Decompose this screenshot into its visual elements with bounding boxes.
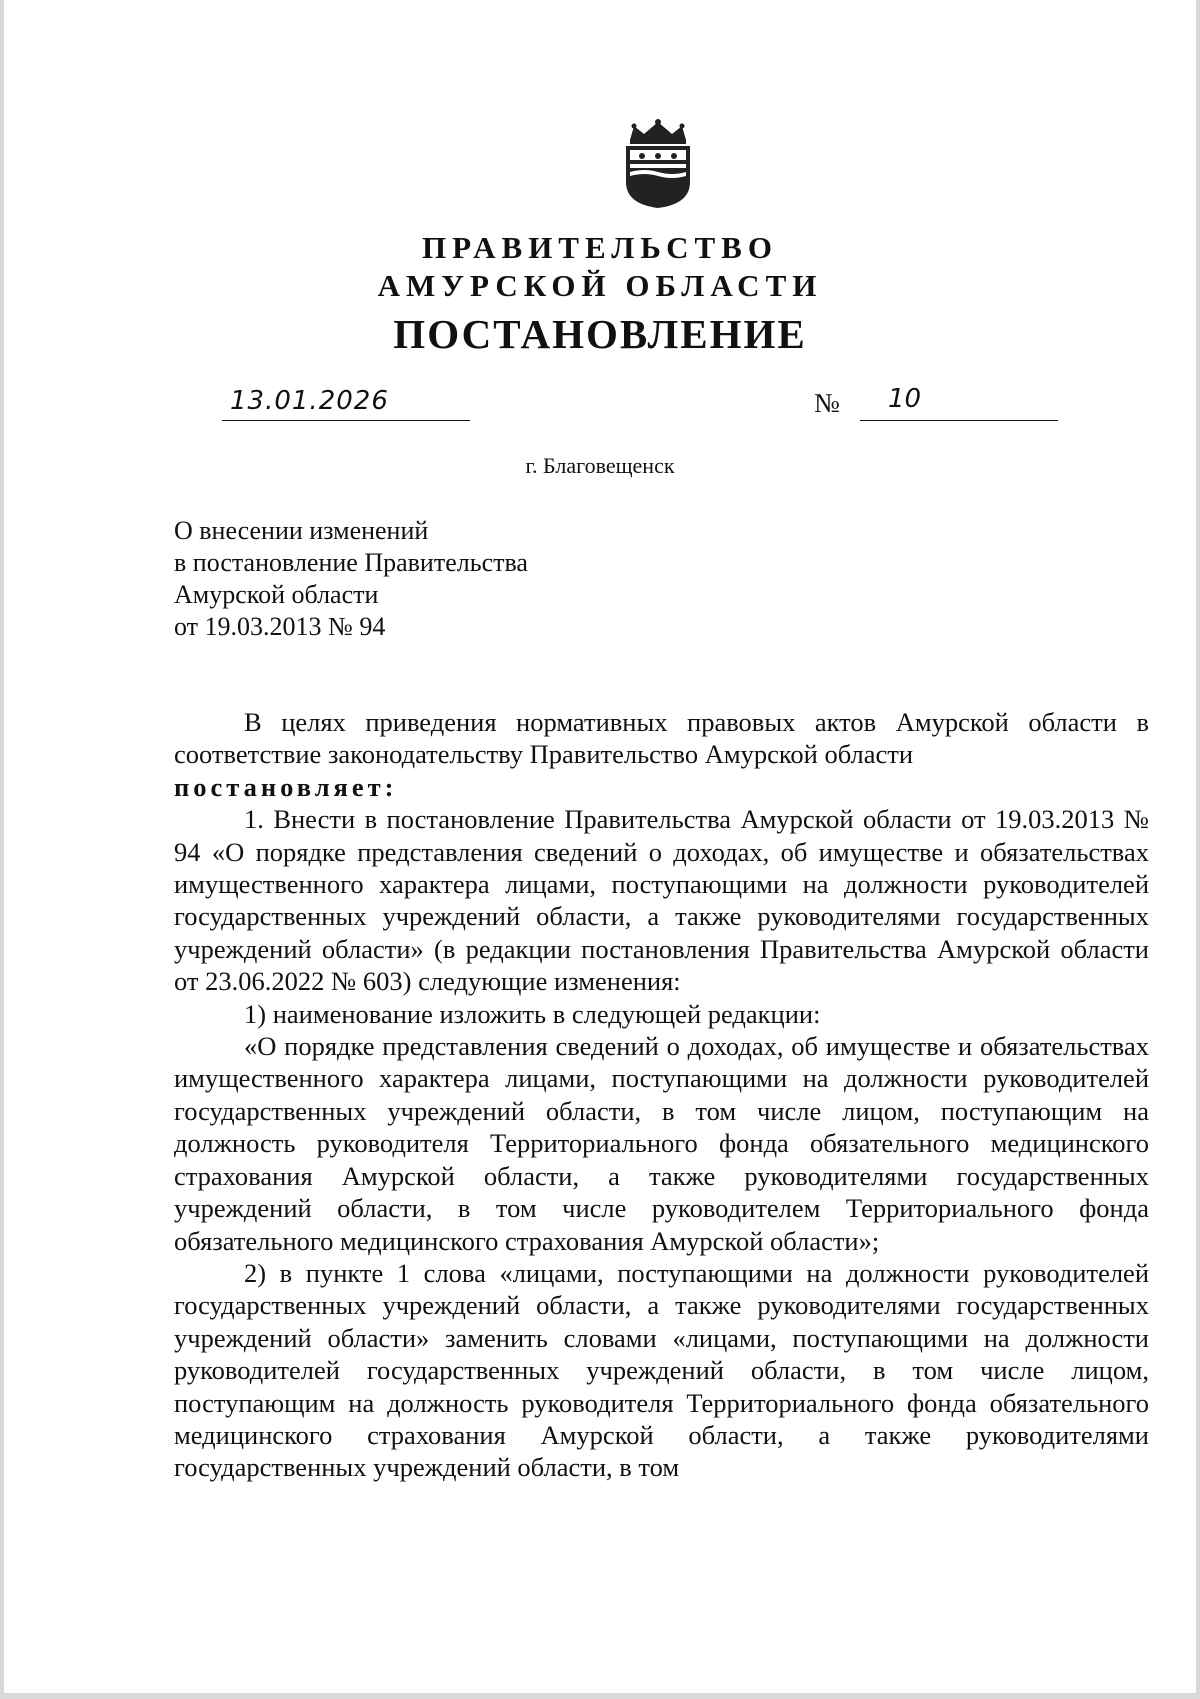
resolves-word: постановляет:: [174, 771, 398, 802]
body-paragraph: 1. Внести в постановление Правительства Амурской области от 19.03.2013 № 94 «О порядке представления сведений о доходах, об имуществе и обязательствах имущественного характера лицами, поступающими на должности руководителей государственных учреждений области, а также руководителями государственных учреждений области» (в редакции постановления Правительства Амурской области от 23.06.2022 № 603) следующие изменения:: [174, 804, 1149, 997]
amur-region-coat-of-arms-icon: [616, 118, 700, 210]
body-paragraph: «О порядке представления сведений о доходах, об имуществе и обязательствах имущественного характера лицами, поступающими на должности руководителей государственных учреждений области, в том числе лицом, поступающим на должность руководителя Территориального фонда обязательного медицинского страхования Амурской области, а также руководителями государственных учреждений области, в том числе руководителем Территориального фонда обязательного медицинского страхования Амурской области»;: [174, 1031, 1149, 1256]
document-subject: [174, 515, 528, 643]
city-name: г. Благовещенск: [525, 453, 675, 478]
document-page: [4, 0, 1196, 1693]
number-label: №: [814, 388, 840, 418]
preamble-paragraph: В целях приведения нормативных правовых актов Амурской области в соответствие законодательству Правительство Амурской области: [174, 707, 1149, 770]
body-paragraph: 2) в пункте 1 слова «лицами, поступающими на должности руководителей государственных учреждений области, а также руководителями государственных учреждений области» заменить словами «лицами, поступающими на должности руководителей государственных учреждений области, в том числе лицом, поступающим на должность руководителя Территориального фонда обязательного медицинского страхования Амурской области, а также руководителями государственных учреждений области, в том: [174, 1257, 1149, 1483]
subject-line: Амурской области: [174, 580, 379, 609]
document-number: 10: [888, 384, 922, 414]
subject-line: О внесении изменений: [174, 516, 429, 545]
document-type-title: ПОСТАНОВЛЕНИЕ: [393, 311, 807, 357]
org-name-line1: ПРАВИТЕЛЬСТВО: [422, 230, 778, 265]
org-name-line2: АМУРСКОЙ ОБЛАСТИ: [377, 268, 823, 303]
body-paragraph: 1) наименование изложить в следующей редакции:: [244, 998, 821, 1029]
document-body: [174, 706, 1149, 1484]
document-date: 13.01.2026: [230, 386, 389, 416]
subject-line: в постановление Правительства: [174, 548, 528, 577]
subject-line: от 19.03.2013 № 94: [174, 612, 386, 641]
